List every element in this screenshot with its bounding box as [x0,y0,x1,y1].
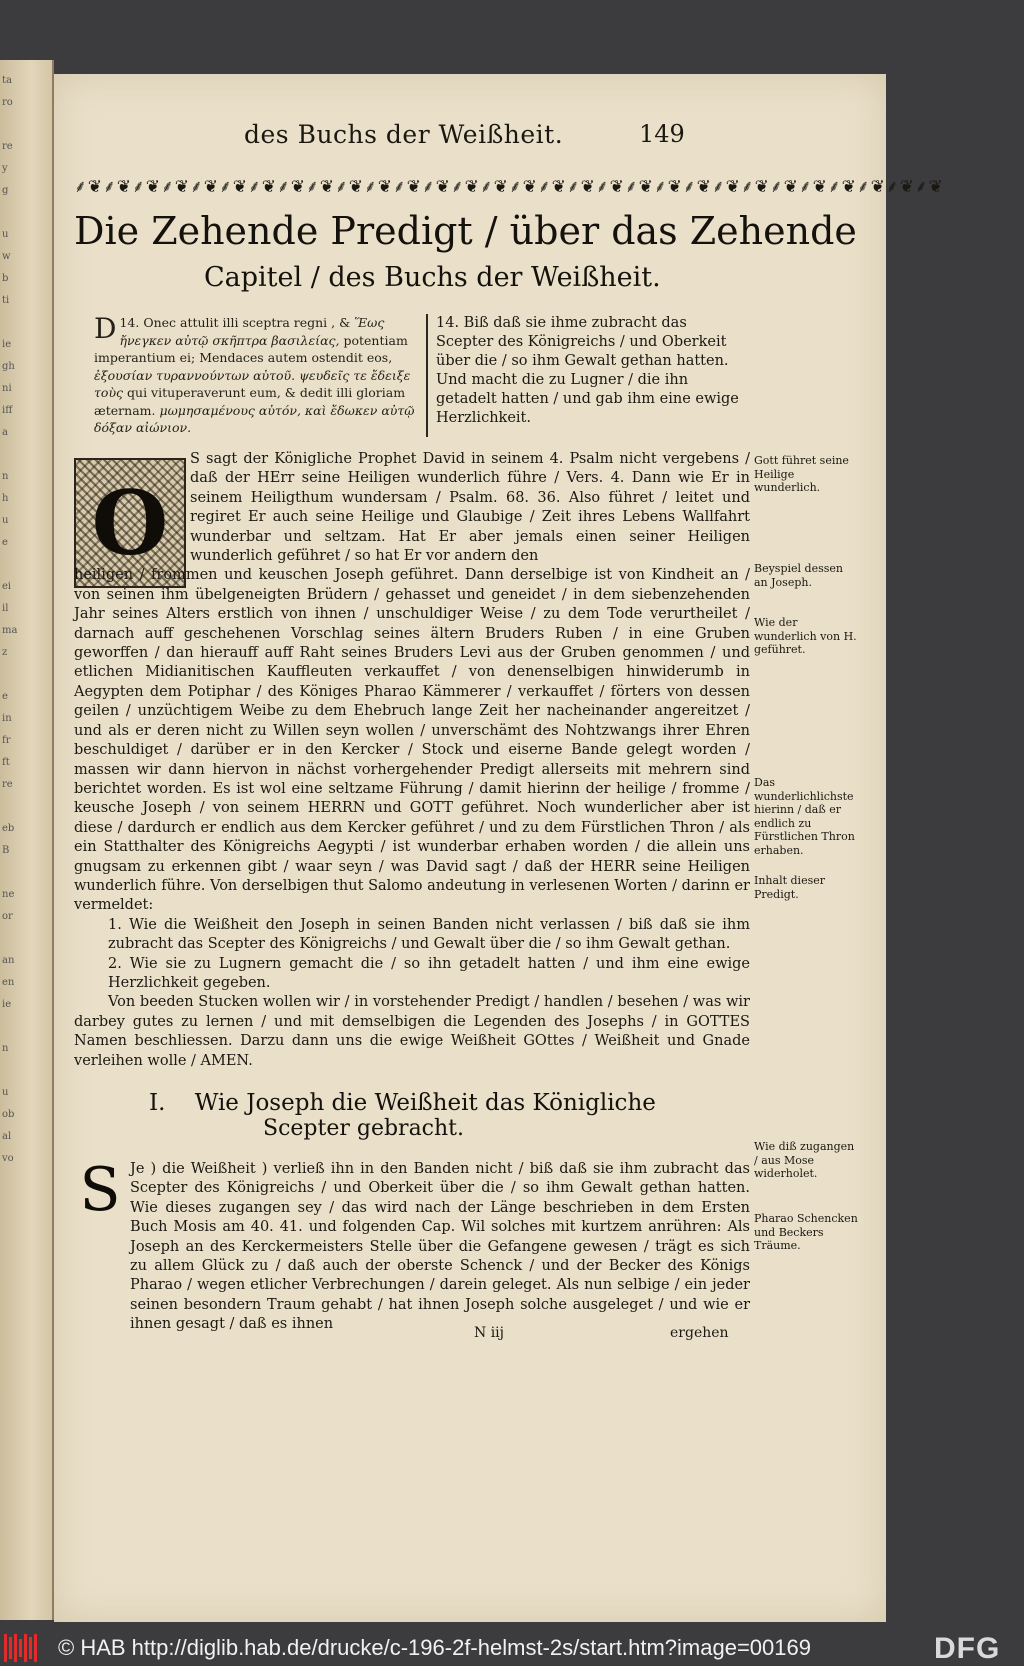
verse-number: 14. [119,315,140,330]
decorated-initial-o: O [74,458,186,588]
latin-text-1: Onec attulit illi sceptra regni , & [143,315,355,330]
catchword: ergehen [670,1325,729,1341]
page-number: 149 [639,120,685,148]
latin-text-3: qui vituperaverunt eum, & dedit illi gloriam æternam. [94,385,406,418]
signature-mark: N iij [474,1325,504,1341]
sermon-title-line2: Capitel / des Buchs der Weißheit. [204,262,661,293]
sidenote-2: Beyspiel dessen an Joseph. [754,562,843,589]
sidenote-7: Pharao Schencken und Beckers Träume. [754,1212,858,1252]
paragraph-closing: Von beeden Stucken wollen wir / in vorstehender Predigt / handlen / besehen / was wir darbey gutes zu lernen / und mit demselbigen die Legenden des Josephs / in GOTTES Namen beschliessen. Darzu dann uns die ewige Weißheit GOttes / Weißheit und Gnade verleihen wolle / AMEN. [74,994,750,1069]
sidenote-1: Gott führet seine Heilige wunderlich. [754,454,849,494]
sidenote-4: Das wunderlichlichste hierinn / daß er endlich zu Fürstlichen Thron erhaben. [754,776,855,857]
section-heading-line2: Scepter gebracht. [263,1116,465,1141]
list-item-1: 1. Wie die Weißheit den Joseph in seinen Banden nicht verlassen / biß daß sie ihm zubracht das Scepter des Königreichs / und Gewalt über die / so ihm Gewalt gethan. [108,916,750,953]
ornament-row: ⸙❦⸙❦⸙❦⸙❦⸙❦⸙❦⸙❦⸙❦⸙❦⸙❦⸙❦⸙❦⸙❦⸙❦⸙❦⸙❦⸙❦⸙❦⸙❦⸙❦⸙❦⸙❦⸙❦⸙❦⸙❦⸙❦⸙❦⸙❦⸙❦⸙❦ [74,177,944,197]
latin-text-2: potentiam imperantium ei; Mendaces autem ostendit eos, [94,332,408,365]
sidenote-5: Inhalt dieser Predigt. [754,874,825,901]
previous-page-text: ta ro re y g u w b ti ie gh ni iff a n h u e ei il ma z e in fr ft re eb B ne or an en ie n u ob al vo [2,75,18,1164]
sidenote-6: Wie diß zugangen / aus Mose widerholet. [754,1140,855,1180]
sidenote-3: Wie der wunderlich von H. geführet. [754,616,857,656]
footer-url-link[interactable]: © HAB http://diglib.hab.de/drucke/c-196-2f-helmst-2s/start.htm?image=00169 [58,1635,811,1660]
german-verse: 14. Biß daß sie ihme zubracht das Scepter des Königreichs / und Oberkeit über die / so ihm Gewalt gethan hatten. Und macht die zu Lugner / die ihn getadelt hatten / und gab ihm eine ewige Herzlichkeit. [436,315,739,426]
column-divider [426,314,428,437]
running-head: des Buchs der Weißheit. [244,120,564,149]
greek-text-2: ἐξουσίαν τυραννούντων αὐτοῦ. ψευδεῖς τε ἔδειξε τοὺς [94,367,411,400]
greek-text-3: μωμησαμένους αὐτόν, καὶ ἔδωκεν αὐτῷ δόξαν αἰώνιον. [94,402,415,435]
latin-greek-verse [94,314,424,437]
dfg-logo: DFG [934,1632,1001,1665]
book-page [54,74,944,1622]
sermon-title-line1: Die Zehende Predigt / über das Zehende [74,209,857,253]
paragraph-joseph: heiligen / frommen und keuschen Joseph geführet. Dann derselbige ist von Kindheit an / von seinen ihm übelgeneigten Brüdern / gehasset und geneidet / in dem siebenzehenden Jahr seines Alters erstlich von ihnen / unschuldiger Weise / zu dem Tode verurtheilet / darnach auff geschehenen Vorschlag seines ältern Bruders Ruben / in eine Gruben geworffen / dan hierauff auff Raht seines Bruders Levi aus der Gruben genommen / und etlichen Midianitischen Kauffleuten verkauffet / von denenselbigen hinwiderumb in Aegypten dem Potiphar / des Königes Pharao Kämmerer / verkauffet / förters von dessen geilen / unzüchtigem Weibe zu dem Ehebruch lange Zeit her nacheinander angereitzet / und als er deren nicht zu Willen seyn wollen / unverschämt des Nohtzwangs ihrer Ehren beschuldiget / darüber er in den Kercker / Stock und eiserne Bande gelegt worden / massen wir dann hiervon in nächst vorhergehender Predigt allerseits mit mehrern sind berichtet worden. Es ist wol eine seltzame Führung / damit hierinn der heilige / fromme / keusche Joseph / von seinem HERRN und GOTT geführet. Noch wunderlicher aber ist diese / dardurch er endlich aus dem Kercker geführet / und zu dem Fürstlichen Thron / als ein Statthalter des Königreichs Aegypti / ist wunderbar erhaben worden / die allein uns gnugsam zu erkennen gibt / waar seyn / was David sagt / daß der HERR seine Heiligen wunderlich führe. Von derselbigen thut Salomo andeutung in verlesenen Worten / darinn er vermeldet: [74,567,750,914]
section-body [74,1155,750,1335]
list-item-2: 2. Wie sie zu Lugnern gemacht die / so ihn getadelt hatten / und ihm eine ewige Herzlichkeit gegeben. [108,955,750,991]
latin-initial: D [94,312,117,345]
section-initial-s: S [79,1155,121,1225]
section-heading [149,1090,749,1141]
section-number: I. [149,1090,166,1116]
hab-logo-icon [4,1634,46,1662]
sermon-body [74,450,750,1071]
opening-paragraph: S sagt der Königliche Prophet David in seinem 4. Psalm nicht vergebens / daß der HErr seine Heiligen wunderlich führe / Vers. 4. Dann wie Er in seinem Heiligthum wundersam / Psalm. 68. 36. Also führet / leitet und regiret Er auch seine Heilige und Glaubige / Zeit ihres Lebens Wallfahrt wunderbar und seltzam. Hat Er aber jemals einen seiner Heiligen wunderlich geführet / so hat Er vor andern den [190,451,750,565]
greek-text-1: Ἕως ἤνεγκεν αὐτῷ σκῆπτρα βασιλείας, [119,315,385,348]
section-heading-line1: Wie Joseph die Weißheit das Königliche [194,1090,656,1116]
previous-page-edge [0,60,54,1620]
section-paragraph: Je ) die Weißheit ) verließ ihn in den Banden nicht / biß daß sie ihm zubracht das Scepter des Königreichs / und Oberkeit über die / so ihm Gewalt gethan hatten. Wie dieses zugangen sey / das wird nach der Länge beschrieben in dem Ersten Buch Mosis am 40. 41. und folgenden Cap. Wil solches mit kurtzem anrühren: Als Joseph an des Kerckermeisters Stelle über die Gefangene gewesen / trägt es sich zu allem Glück zu / daß auch der oberste Schenck / und der Becker des Königs Pharao / wegen etlicher Verbrechungen / darein geleget. Als nun selbige / ein jeder seinen besondern Traum gehabt / hat ihnen Joseph solche ausgeleget / und wie er ihnen gesagt / daß es ihnen [130,1161,750,1333]
